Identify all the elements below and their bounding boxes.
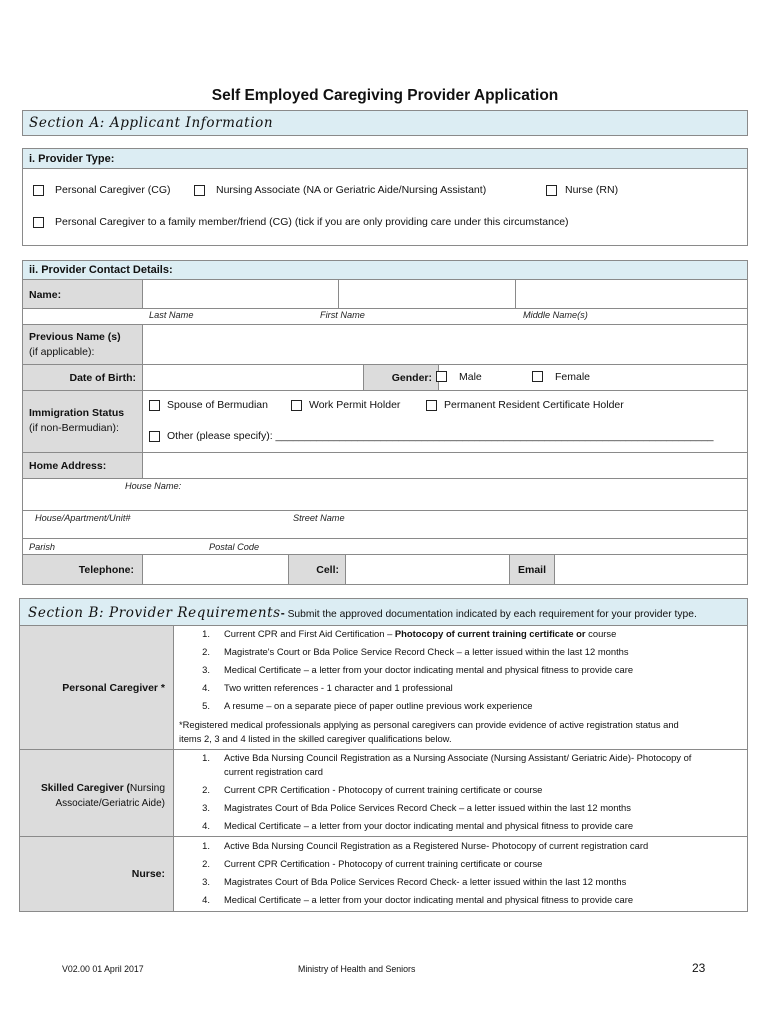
home-address-label: Home Address:: [29, 460, 107, 472]
home-address-label-cell: [23, 453, 143, 479]
nr-req-2-text: Current CPR Certification - Photocopy of current training certificate or course: [224, 858, 543, 869]
nursing-associate-checkbox[interactable]: [194, 185, 205, 196]
nursing-associate-label: Nursing Associate (NA or Geriatric Aide/Nursing Assistant): [216, 184, 487, 196]
male-checkbox[interactable]: [436, 371, 447, 382]
pc-req-1-post: course: [585, 628, 617, 639]
email-label-cell: [509, 555, 555, 584]
middle-name-input[interactable]: [516, 280, 747, 309]
pc-req-3-text: Medical Certificate – a letter from your doctor indicating mental and physical fitness to provide care: [224, 664, 634, 675]
pc-req-4-num: 4.: [202, 682, 210, 693]
section-b-subtitle: Submit the approved documentation indicated by each requirement for your provider type.: [284, 609, 697, 620]
cell-label: Cell:: [316, 564, 339, 576]
nurse-rn-label: Nurse (RN): [565, 184, 619, 196]
sc-req-3-num: 3.: [202, 802, 210, 813]
pc-req-1-text: [224, 628, 616, 639]
personal-caregiver-label: Personal Caregiver (CG): [55, 184, 171, 196]
pc-note-line-2: items 2, 3 and 4 listed in the skilled caregiver qualifications below.: [179, 733, 452, 744]
parish-caption: Parish: [29, 542, 56, 552]
other-label[interactable]: Other (please specify): ___________________________________________________________________________: [167, 430, 714, 442]
cell-input[interactable]: [346, 555, 509, 584]
previous-name-label: Previous Name (s): [29, 331, 121, 343]
skilled-caregiver-cell: [20, 750, 174, 837]
footer-ministry: Ministry of Health and Seniors: [298, 964, 416, 974]
provider-type-header: i. Provider Type:: [23, 149, 747, 169]
personal-caregiver-cell: [20, 626, 174, 750]
email-input[interactable]: [555, 555, 747, 584]
nr-req-1-text: Active Bda Nursing Council Registration as a Registered Nurse- Photocopy of current registration card: [224, 840, 649, 851]
sc-req-2-text: Current CPR Certification - Photocopy of current training certificate or course: [224, 784, 543, 795]
section-b-label: Section B: Provider Requirements: [28, 605, 281, 621]
previous-name-input[interactable]: [143, 325, 747, 365]
pc-req-1-bold: Photocopy of current training certificate or: [394, 628, 586, 639]
male-label: Male: [459, 371, 482, 383]
personal-caregiver-requirements: [174, 626, 747, 750]
contact-details-box: [22, 260, 748, 585]
skilled-label-rest: Nursing: [129, 783, 165, 794]
spouse-label: Spouse of Bermudian: [167, 399, 268, 411]
footer-page-number: 23: [692, 961, 706, 975]
personal-caregiver-checkbox[interactable]: [33, 185, 44, 196]
pc-req-5-text: A resume – on a separate piece of paper outline previous work experience: [224, 700, 533, 711]
work-permit-label: Work Permit Holder: [309, 399, 401, 411]
family-caregiver-checkbox[interactable]: [33, 217, 44, 228]
nr-req-4-num: 4.: [202, 894, 210, 905]
street-row-input[interactable]: [23, 511, 747, 539]
postal-code-caption: Postal Code: [209, 542, 260, 552]
prc-checkbox[interactable]: [426, 400, 437, 411]
immigration-label-cell: [23, 391, 143, 453]
pc-req-4-text: Two written references - 1 character and 1 professional: [224, 682, 453, 693]
section-b-title: [28, 604, 697, 622]
home-address-input[interactable]: [143, 453, 747, 479]
skilled-caregiver-type-2: Associate/Geriatric Aide): [55, 798, 165, 809]
house-name-caption: House Name:: [125, 481, 182, 491]
section-a-header: [22, 110, 748, 136]
nr-req-4-text: Medical Certificate – a letter from your doctor indicating mental and physical fitness to provide care: [224, 894, 634, 905]
name-label: Name:: [29, 289, 62, 301]
nurse-type: Nurse:: [131, 868, 165, 880]
street-name-caption: Street Name: [293, 513, 345, 523]
email-label: Email: [518, 564, 547, 576]
pc-req-1-num: 1.: [202, 628, 210, 639]
sc-req-3-text: Magistrates Court of Bda Police Services Record Check – a letter issued within the last 12 months: [224, 802, 631, 813]
family-caregiver-label: Personal Caregiver to a family member/friend (CG) (tick if you are only providing care under this circumstance): [55, 216, 569, 228]
skilled-label-bold: Skilled Caregiver (: [40, 783, 130, 794]
section-a-label: Section A: Applicant Information: [29, 115, 274, 131]
immigration-sublabel: (if non-Bermudian):: [29, 422, 119, 434]
cell-label-cell: [288, 555, 346, 584]
dob-label: Date of Birth:: [69, 372, 136, 384]
skilled-caregiver-type: [41, 783, 165, 794]
sc-req-2-num: 2.: [202, 784, 210, 795]
name-label-cell: [23, 280, 143, 309]
middle-name-caption: Middle Name(s): [523, 310, 588, 320]
gender-label: Gender:: [391, 372, 432, 384]
telephone-label-cell: [23, 555, 143, 584]
section-b-dash: -: [280, 606, 285, 620]
nr-req-2-num: 2.: [202, 858, 210, 869]
first-name-caption: First Name: [320, 310, 365, 320]
previous-name-label-cell: [23, 325, 143, 365]
pc-req-2-num: 2.: [202, 646, 210, 657]
nurse-rn-checkbox[interactable]: [546, 185, 557, 196]
immigration-label: Immigration Status: [29, 407, 125, 419]
gender-label-cell: [363, 365, 439, 391]
other-checkbox[interactable]: [149, 431, 160, 442]
name-captions-row: [23, 309, 747, 325]
female-checkbox[interactable]: [532, 371, 543, 382]
gender-options: [439, 365, 747, 391]
contact-details-header: ii. Provider Contact Details:: [23, 261, 747, 280]
skilled-caregiver-requirements: [174, 750, 747, 837]
immigration-options: [143, 391, 747, 453]
dob-input[interactable]: [143, 365, 363, 391]
nr-req-3-text: Magistrates Court of Bda Police Services Record Check- a letter issued within the last 12 months: [224, 876, 627, 887]
sc-req-1-num: 1.: [202, 752, 210, 763]
personal-caregiver-type: Personal Caregiver *: [62, 682, 165, 694]
form-title: Self Employed Caregiving Provider Application: [211, 87, 559, 104]
nurse-requirements: [174, 837, 747, 911]
parish-row-input[interactable]: [23, 539, 747, 555]
spouse-checkbox[interactable]: [149, 400, 160, 411]
last-name-input[interactable]: [143, 280, 339, 309]
section-b-header: [20, 599, 747, 626]
pc-note-line-1: *Registered medical professionals applying as personal caregivers can provide evidence of active registration status and: [179, 719, 679, 730]
last-name-caption: Last Name: [149, 310, 194, 320]
first-name-input[interactable]: [339, 280, 516, 309]
work-permit-checkbox[interactable]: [291, 400, 302, 411]
sc-req-1-text: Active Bda Nursing Council Registration as a Nursing Associate (Nursing Assistant/ Geriatric Aide)- Photocopy of: [224, 752, 692, 763]
sc-req-1-text-2: current registration card: [224, 766, 324, 777]
house-apt-caption: House/Apartment/Unit#: [35, 513, 131, 523]
sc-req-4-num: 4.: [202, 820, 210, 831]
house-name-input[interactable]: [23, 479, 747, 511]
pc-req-5-num: 5.: [202, 700, 210, 711]
telephone-label: Telephone:: [78, 564, 134, 576]
nurse-cell: [20, 837, 174, 911]
pc-req-1-pre: Current CPR and First Aid Certification –: [224, 628, 395, 639]
provider-type-box: [22, 148, 748, 246]
prc-label: Permanent Resident Certificate Holder: [444, 399, 624, 411]
dob-label-cell: [23, 365, 143, 391]
nr-req-1-num: 1.: [202, 840, 210, 851]
female-label: Female: [555, 371, 591, 383]
sc-req-4-text: Medical Certificate – a letter from your doctor indicating mental and physical fitness to provide care: [224, 820, 634, 831]
pc-req-2-text: Magistrate's Court or Bda Police Service Record Check – a letter issued within the last 12 months: [224, 646, 629, 657]
section-b-box: [19, 598, 748, 912]
nr-req-3-num: 3.: [202, 876, 210, 887]
pc-req-3-num: 3.: [202, 664, 210, 675]
telephone-input[interactable]: [143, 555, 288, 584]
footer-version: V02.00 01 April 2017: [62, 964, 144, 974]
previous-name-sublabel: (if applicable):: [29, 346, 95, 358]
